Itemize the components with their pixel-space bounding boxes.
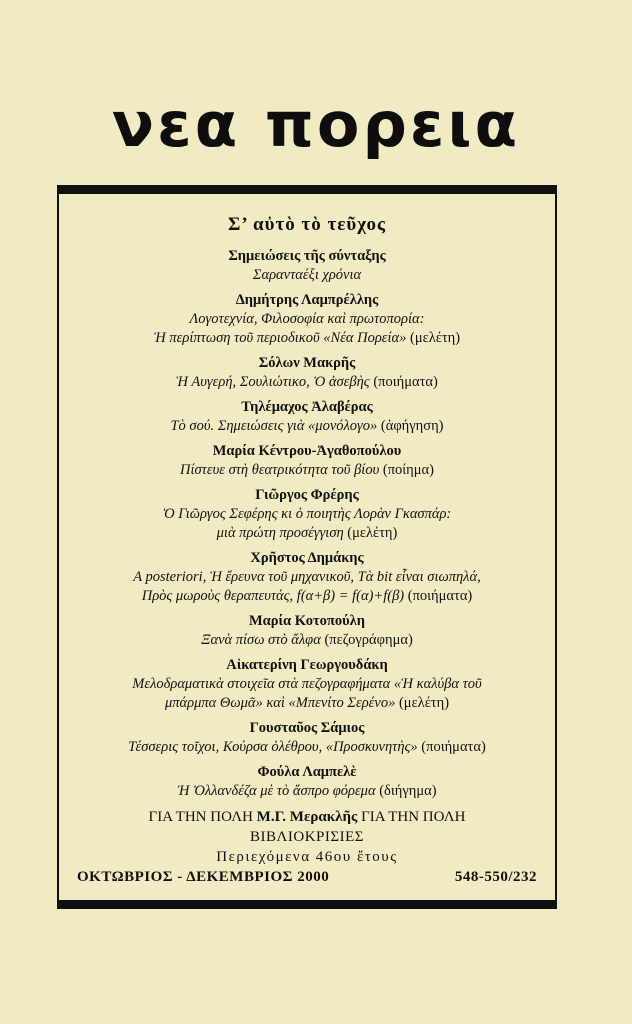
contents-entry <box>59 719 555 757</box>
table-of-contents <box>59 247 555 867</box>
entry-author: Γουσταῦος Σάμιος <box>249 720 365 736</box>
city-label-left: ΓΙΑ ΤΗΝ ΠΟΛΗ <box>148 809 257 825</box>
entry-author: Σημειώσεις τῆς σύνταξης <box>228 248 386 264</box>
entry-title: Ὁ Γιῶργος Σεφέρης κι ὁ ποιητὴς Λορὰν Γκασπάρ: <box>162 506 452 522</box>
city-section-line <box>59 807 555 827</box>
entry-title: Ἡ Ὀλλανδέζα μὲ τὸ ἄσπρο φόρεμα <box>177 783 376 799</box>
entry-author: Μαρία Κέντρου-Ἀγαθοπούλου <box>212 443 402 459</box>
entry-title-line <box>59 675 555 694</box>
entry-title: μπάρμπα Θωμᾶ» καὶ «Μπενίτο Σερένο» <box>164 695 396 711</box>
entry-genre: (διήγημα) <box>375 783 437 799</box>
annual-contents-line: Περιεχόμενα 46ου ἔτους <box>216 849 398 865</box>
entry-genre: (πεζογράφημα) <box>320 632 413 648</box>
entry-title: Μελοδραματικὰ στοιχεῖα στὰ πεζογραφήματα «Ἡ καλύβα τοῦ <box>132 676 482 692</box>
entry-title: A posteriori, Ἡ ἔρευνα τοῦ μηχανικοῦ, Τὰ bit εἶναι σιωπηλά, <box>133 569 481 585</box>
entry-title-line <box>59 417 555 436</box>
contents-frame <box>57 185 557 909</box>
entry-title-line <box>59 266 555 285</box>
entry-author: Φούλα Λαμπελὲ <box>257 764 357 780</box>
entry-title: Ξανὰ πίσω στὸ ἄλφα <box>201 632 321 648</box>
entry-title-line <box>59 568 555 587</box>
entry-genre: (μελέτη) <box>343 525 398 541</box>
entry-title: Ἡ Αυγερή, Σουλιώτικο, Ὁ ἀσεβὴς <box>176 374 370 390</box>
contents-entry <box>59 398 555 436</box>
entry-author: Σόλων Μακρῆς <box>258 355 356 371</box>
entry-genre: (μελέτη) <box>406 330 461 346</box>
entry-author: Τηλέμαχος Ἀλαβέρας <box>241 399 373 415</box>
contents-entry <box>59 486 555 543</box>
entry-title: Τὸ σού. Σημειώσεις γιὰ «μονόλογο» <box>170 418 378 434</box>
entry-title-line <box>59 310 555 329</box>
entry-genre: (ποιήματα) <box>417 739 486 755</box>
entry-title-line <box>59 524 555 543</box>
entry-title-line <box>59 738 555 757</box>
contents-entry <box>59 247 555 285</box>
issue-date: ΟΚΤΩΒΡΙΟΣ - ΔΕΚΕΜΒΡΙΟΣ 2000 <box>77 869 330 885</box>
contents-heading: Σ’ αὐτὸ τὸ τεῦχος <box>227 214 387 235</box>
entry-title-line <box>59 373 555 392</box>
contents-entry <box>59 442 555 480</box>
contents-entry <box>59 656 555 713</box>
entry-title: Πίστευε στὴ θεατρικότητα τοῦ βίου <box>180 462 380 478</box>
entry-genre: (ποίημα) <box>379 462 434 478</box>
city-author: Μ.Γ. Μερακλῆς <box>256 809 358 825</box>
entry-author: Δημήτρης Λαμπρέλλης <box>235 292 379 308</box>
entry-title-line <box>59 587 555 606</box>
contents-entry <box>59 612 555 650</box>
entry-title: Πρὸς μωροὺς θεραπευτάς, f(α+β) = f(α)+f(β) <box>141 588 405 604</box>
entry-genre: (μελέτη) <box>395 695 450 711</box>
entry-title: Τέσσερις τοῖχοι, Κούρσα ὀλέθρου, «Προσκυνητὴς» <box>128 739 418 755</box>
contents-entry <box>59 549 555 606</box>
entry-title: Λογοτεχνία, Φιλοσοφία καὶ πρωτοπορία: <box>189 311 425 327</box>
entry-author: Γιῶργος Φρέρης <box>255 487 359 503</box>
book-reviews-line: ΒΙΒΛΙΟΚΡΙΣΙΕΣ <box>250 829 364 845</box>
city-label-right: ΓΙΑ ΤΗΝ ΠΟΛΗ <box>357 809 466 825</box>
contents-entry <box>59 291 555 348</box>
entry-title-line <box>59 631 555 650</box>
entry-title-line <box>59 505 555 524</box>
contents-entry <box>59 763 555 801</box>
entry-author: Χρῆστος Δημάκης <box>250 550 364 566</box>
contents-entries <box>59 247 555 801</box>
magazine-masthead: νεα πορεια <box>111 88 521 161</box>
entry-title-line <box>59 694 555 713</box>
entry-author: Μαρία Κοτοπούλη <box>248 613 365 629</box>
entry-title: Σαρανταέξι χρόνια <box>252 267 362 283</box>
issue-number: 548-550/232 <box>454 869 537 885</box>
contents-entry <box>59 354 555 392</box>
entry-title: μιὰ πρώτη προσέγγιση <box>216 525 344 541</box>
entry-genre: (ποιήματα) <box>404 588 473 604</box>
issue-footer <box>77 869 537 886</box>
entry-title-line <box>59 461 555 480</box>
entry-title-line <box>59 329 555 348</box>
entry-title: Ἡ περίπτωση τοῦ περιοδικοῦ «Νέα Πορεία» <box>153 330 407 346</box>
entry-author: Αἰκατερίνη Γεωργουδάκη <box>226 657 388 673</box>
entry-genre: (ποιήματα) <box>369 374 438 390</box>
entry-title-line <box>59 782 555 801</box>
entry-genre: (ἀφήγηση) <box>377 418 444 434</box>
